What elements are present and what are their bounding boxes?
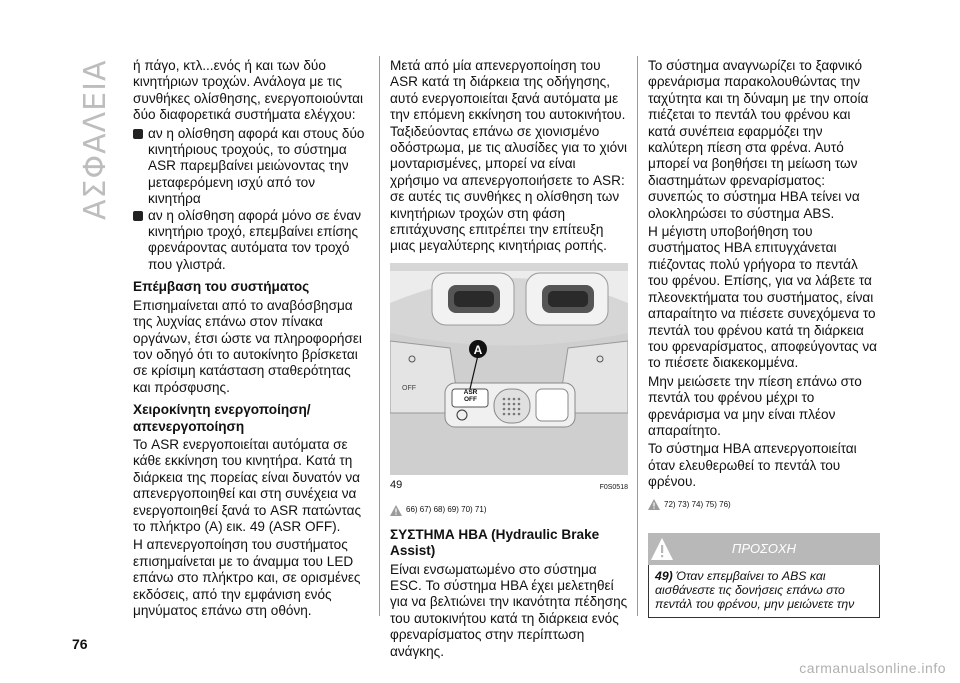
warning-triangle-icon	[648, 499, 660, 510]
figure-number: 49	[390, 478, 403, 491]
paragraph: Η μέγιστη υποβοήθηση του συστήματος HBA επιτυγχάνεται πιέζοντας πολύ γρήγορα το πεντάλ του φρένου. Επίσης, για να λάβετε τα πλεονεκτήματα του συστήματος, είναι απαραίτητο να πιέσετε συνεχόμενα το πεντάλ του φρένου κατά τη διάρκεια του φρεναρίσματος, αποφεύγοντας να το πιέσετε διακεκομμένα.	[648, 224, 877, 371]
paragraph: Το σύστημα αναγνωρίζει το ξαφνικό φρενάρισμα παρακολουθώντας την ταχύτητα και τη δύναμη με την οποία πιέζεται το πεντάλ του φρένου και κατά συνέπεια εφαρμόζει την καλύτερη πίεση στα φρένα. Αυτό μπορεί να βοηθήσει τη μείωση των διαστημάτων φρεναρίσματος: συνεπώς το σύστημα HBA τείνει να ολοκληρώσει το σύστημα ABS.	[648, 58, 869, 221]
page-number: 76	[72, 636, 88, 652]
paragraph: Μην μειώσετε την πίεση επάνω στο πεντάλ του φρένου μέχρι το φρενάρισμα να μην είναι πλέον απαραίτητο.	[648, 373, 862, 438]
warning-references	[390, 502, 628, 518]
watermark: carmanualsonline.info	[799, 660, 946, 676]
asr-off-button	[453, 389, 488, 403]
figure-code: F0S0518	[599, 483, 628, 491]
paragraph: ή πάγο, κτλ...ενός ή και των δύο κινητήριων τροχών. Ανάλογα με τις συνθήκες ολίσθησης, ενεργοποιούνται δύο διαφορετικά συστήματα ελέγχου:	[133, 58, 364, 123]
section-heading: ΣΥΣΤΗΜΑ HBA (Hydraulic Brake Assist)	[390, 526, 600, 559]
asr-button-illustration	[390, 263, 628, 475]
reference-list: 72) 73) 74) 75) 76)	[664, 499, 731, 509]
asr-label: ASR	[463, 388, 478, 396]
paragraph: Το σύστημα HBA απενεργοποιείται όταν ελευθερωθεί το πεντάλ του φρένου.	[648, 441, 857, 490]
warning-triangle-icon	[648, 533, 682, 565]
column-1	[133, 58, 369, 621]
column-divider	[379, 56, 380, 616]
paragraph: Μετά από μία απενεργοποίηση του ASR κατά τη διάρκεια της οδήγησης, αυτό ενεργοποιείται ξανά αυτόματα με την επόμενη εκκίνηση του αυτοκινήτου. Ταξιδεύοντας επάνω σε χιονισμένο οδόστρωμα, με τις αλυσίδες για το χιόνι μονταρισμένες, μπορεί να είναι χρήσιμο να απενεργοποιήσετε το ASR: σε αυτές τις συνθήκες η ολίσθηση των κινητήριων τροχών στη φάση επιτάχυνσης επιτρέπει την επίτευξη μιας μεγαλύτερης κινητήριας ροπής.	[390, 58, 628, 254]
fan-off-label: OFF	[402, 384, 416, 392]
warning-number: 49)	[655, 568, 673, 583]
warning-box-header	[648, 533, 880, 565]
warning-box-body	[648, 565, 880, 618]
callout-label-a: A	[473, 342, 483, 357]
bullet-icon	[133, 129, 143, 139]
column-3	[648, 58, 880, 618]
section-heading: Επέμβαση του συστήματος	[133, 279, 310, 295]
figure-caption	[390, 477, 628, 496]
column-2	[390, 58, 628, 662]
warning-references	[648, 497, 880, 513]
paragraph: Επισημαίνεται από το αναβόσβησμα της λυχνίας επάνω στον πίνακα οργάνων, έτσι ώστε να πληροφορήσει τον οδηγό ότι το αυτοκίνητο βρίσκεται σε κρίσιμη κατάσταση σταθερότητας και πρόσφυσης.	[133, 297, 362, 395]
warning-title: ΠΡΟΣΟΧΗ	[731, 540, 797, 556]
paragraph: Είναι ενσωματωμένο στο σύστημα ESC. Το σύστημα HBA έχει μελετηθεί για να βελτιώνει την ικανότητα πέδησης του αυτοκινήτου κατά τη διάρκεια ενός φρεναρίσματος στην περίπτωση ανάγκης.	[390, 561, 628, 659]
paragraph: Η απενεργοποίηση του συστήματος επισημαίνεται με το άναμμα του LED επάνω στο πλήκτρο και, σε ορισμένες εκδόσεις, από την εμφάνιση ενός μηνύματος επάνω στη οθόνη.	[133, 537, 361, 618]
bullet-icon	[133, 211, 143, 221]
section-heading: Χειροκίνητη ενεργοποίηση/απενεργοποίηση	[133, 402, 311, 434]
warning-triangle-icon	[390, 505, 402, 516]
list-item	[133, 208, 369, 274]
figure-49	[390, 263, 628, 475]
list-item-text: αν η ολίσθηση αφορά μόνο σε έναν κινητήριο τροχό, επεμβαίνει επίσης φρενάροντας αυτόματα τον τροχό που γλιστρά.	[148, 207, 361, 272]
column-divider	[637, 56, 638, 616]
reference-list: 66) 67) 68) 69) 70) 71)	[406, 505, 487, 515]
off-label: OFF	[464, 395, 477, 403]
list-item	[133, 126, 369, 208]
warning-text: Όταν επεμβαίνει το ABS και αισθάνεστε τις δονήσεις επάνω στο πεντάλ του φρένου, μην μειώνετε την	[655, 568, 855, 611]
list-item-text: αν η ολίσθηση αφορά και στους δύο κινητήριους τροχούς, το σύστημα ASR παρεμβαίνει μειώνοντας την μεταφερόμενη ισχύ από τον κινητήρα	[148, 125, 365, 207]
paragraph: Το ASR ενεργοποιείται αυτόματα σε κάθε εκκίνηση του κινητήρα. Κατά τη διάρκεια της πορείας είναι δυνατόν να απενεργοποιηθεί και στη συνέχεια να ενεργοποιηθεί ξανά το ASR πατώντας το πλήκτρο (A) εικ. 49 (ASR OFF).	[133, 436, 362, 534]
section-title: ΑΣΦΑΛΕΙΑ	[78, 59, 113, 220]
